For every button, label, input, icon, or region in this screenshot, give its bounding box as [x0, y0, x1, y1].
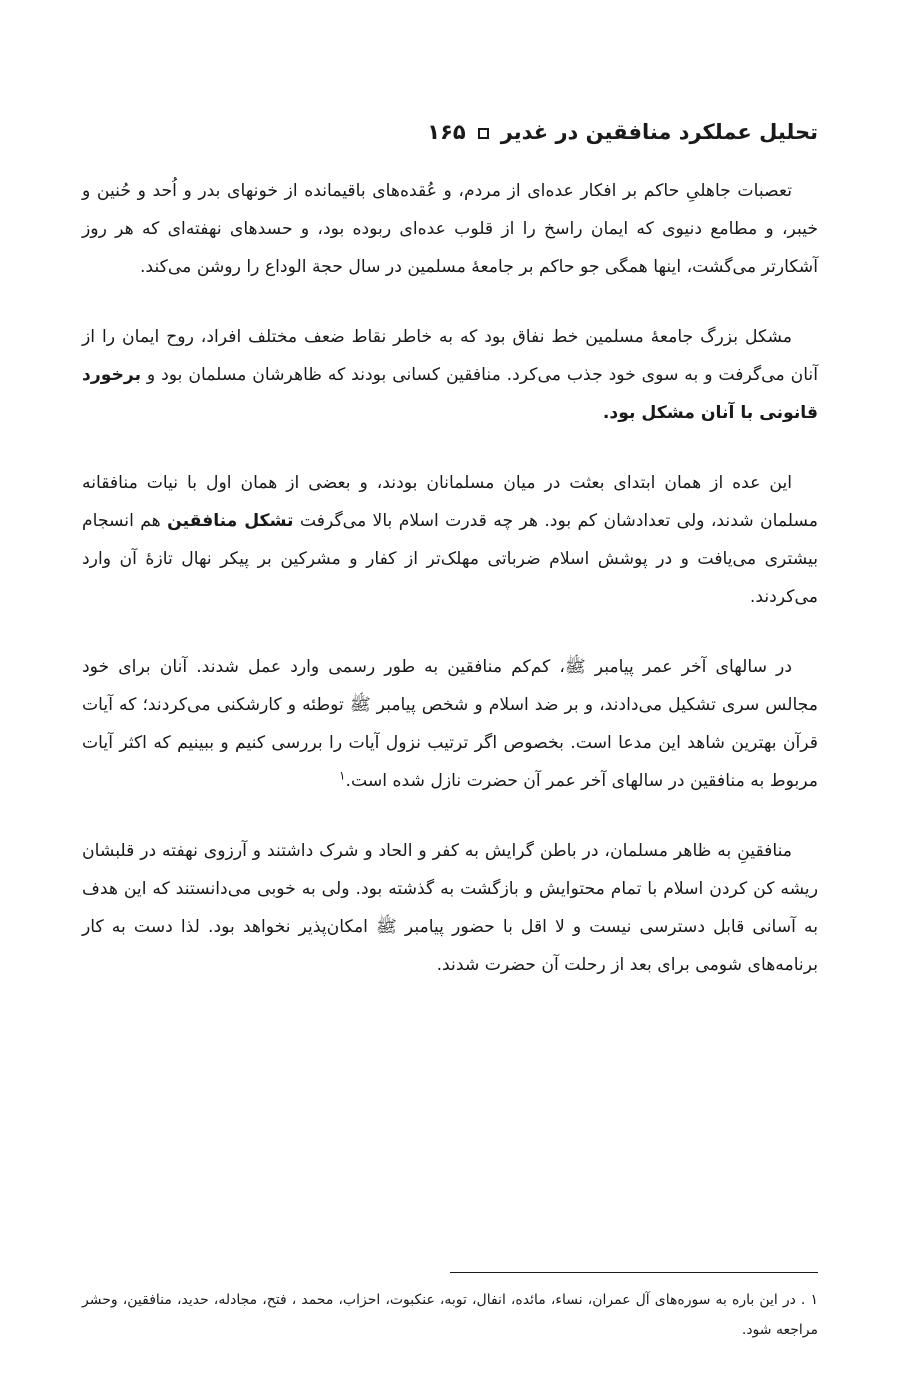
page-number: ۱۶۵	[427, 120, 466, 144]
running-header-title: تحلیل عملکرد منافقین در غدیر	[500, 120, 818, 144]
paragraph-1-text: تعصبات جاهلیِ حاکم بر افکار عده‌ای از مردم، و عُقده‌های باقیمانده از خونهای بدر و اُحد و حُنین و خیبر، و مطامع دنیوی که ایمان راسخ را از قلوب عده‌ای ربوده بود، و حسدهای نهفته‌ای که هر روز آشکارتر می‌گشت، اینها همگی جو حاکم بر جامعهٔ مسلمین در سال حجة الوداع را روشن می‌کند.	[82, 181, 818, 277]
paragraph-5	[82, 832, 818, 984]
square-separator-icon	[478, 128, 489, 139]
footnotes	[82, 1285, 818, 1345]
paragraph-2-text: مشکل بزرگ جامعهٔ مسلمین خط نفاق بود که به خاطر نقاط ضعف مختلف افراد، روح ایمان را از آنان می‌گرفت و به سوی خود جذب می‌کرد. منافقین کسانی بودند که ظاهرشان مسلمان بود و	[82, 327, 818, 385]
paragraph-1	[82, 172, 818, 286]
paragraph-4	[82, 648, 818, 800]
body-text	[82, 172, 818, 984]
paragraph-4-text: در سالهای آخر عمر پیامبر ﷺ، کم‌کم منافقین به طور رسمی وارد عمل شدند. آنان برای خود مجالس سری تشکیل می‌دادند، و بر ضد اسلام و شخص پیامبر ﷺ توطئه و کارشکنی می‌کردند؛ که آیات قرآن بهترین شاهد این مدعا است. بخصوص اگر ترتیب نزول آیات را بررسی کنیم و ببینیم که اکثر آیات مربوط به منافقین در سالهای آخر عمر آن حضرت نازل شده است.	[82, 657, 818, 791]
footnote-reference: ۱	[339, 768, 346, 783]
paragraph-3-text-end: هم انسجام بیشتری می‌یافت و در پوشش اسلام ضرباتی مهلک‌تر از کفار و مشرکین بر پیکر نهال تازهٔ آن وارد می‌کردند.	[82, 511, 818, 607]
running-header	[82, 112, 818, 152]
footnote-divider	[450, 1272, 818, 1273]
paragraph-2-bold: برخورد قانونی با آنان مشکل بود.	[82, 365, 818, 423]
paragraph-3-bold: تشکل منافقین	[167, 511, 294, 531]
paragraph-3-text-start: این عده از همان ابتدای بعثت در میان مسلمانان بودند، و بعضی از همان اول با نیات منافقانه مسلمان شدند، ولی تعدادشان کم بود. هر چه قدرت اسلام بالا می‌گرفت	[82, 473, 819, 531]
paragraph-2	[82, 318, 818, 432]
paragraph-3	[82, 464, 818, 616]
footnote-1: ۱ . در این باره به سوره‌های آل عمران، نساء، مائده، انفال، توبه، عنکبوت، احزاب، محمد ، فتح، مجادله، حدید، منافقین، وحشر مراجعه شود.	[82, 1292, 818, 1338]
paragraph-5-text: منافقینِ به ظاهر مسلمان، در باطن گرایش به کفر و الحاد و شرک داشتند و آرزوی نهفته در قلبشان ریشه کن کردن اسلام با تمام محتوایش و بازگشت به گذشته بود. ولی به خوبی می‌دانستند که این هدف به آسانی قابل دسترسی نیست و لا اقل با حضور پیامبر ﷺ امکان‌پذیر نخواهد بود. لذا دست به کار برنامه‌های شومی برای بعد از رحلت آن حضرت شدند.	[82, 841, 818, 975]
